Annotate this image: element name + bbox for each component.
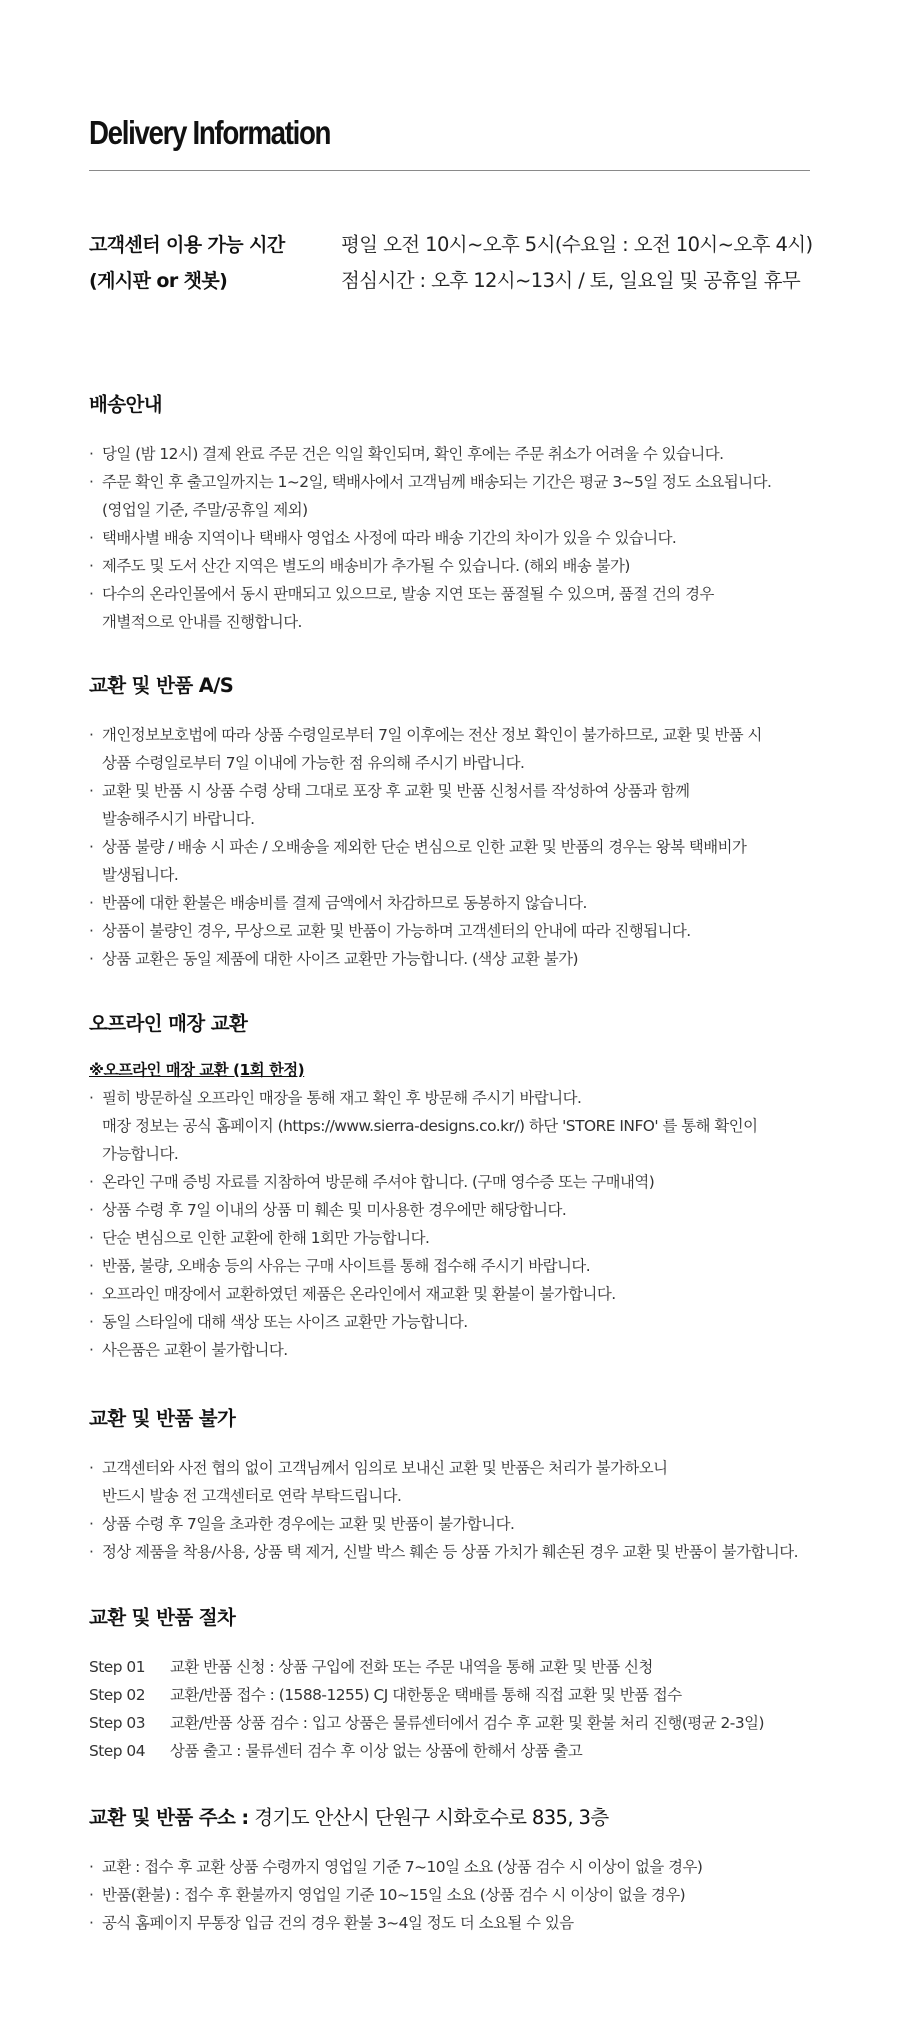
list-item: · 정상 제품을 착용/사용, 상품 택 제거, 신발 박스 훼손 등 상품 가치가 훼손된 경우 교환 및 반품이 불가합니다. — [89, 1538, 829, 1566]
step-text: 교환/반품 접수 : (1588-1255) CJ 대한통운 택배를 통해 직접 교환 및 반품 접수 — [170, 1686, 682, 1704]
return-address-value: 경기도 안산시 단원구 시화호수로 835, 3층 — [248, 1806, 609, 1829]
procedure-section — [89, 1602, 829, 1765]
step-number: Step 01 — [89, 1658, 146, 1676]
step-text: 상품 출고 : 물류센터 검수 후 이상 없는 상품에 한해서 상품 출고 — [170, 1742, 583, 1760]
delivery-list — [89, 440, 829, 636]
hours-label-line2: (게시판 or 챗봇) — [89, 269, 228, 292]
step-number: Step 02 — [89, 1686, 146, 1704]
procedure-heading: 교환 및 반품 절차 — [89, 1606, 236, 1629]
hours-value-line2: 점심시간 : 오후 12시~13시 / 토, 일요일 및 공휴일 휴무 — [341, 269, 801, 292]
procedure-step — [89, 1681, 829, 1709]
exchange-as-heading: 교환 및 반품 A/S — [89, 674, 234, 697]
list-item: · 상품 수령 후 7일을 초과한 경우에는 교환 및 반품이 불가합니다. — [89, 1510, 829, 1538]
offline-note: ※오프라인 매장 교환 (1회 한정) — [89, 1061, 305, 1079]
list-item: · 교환 : 접수 후 교환 상품 수령까지 영업일 기준 7~10일 소요 (상품 검수 시 이상이 없을 경우) — [89, 1853, 829, 1881]
list-item: · 단순 변심으로 인한 교환에 한해 1회만 가능합니다. — [89, 1224, 829, 1252]
hours-value-line1: 평일 오전 10시~오후 5시(수요일 : 오전 10시~오후 4시) — [341, 233, 813, 256]
return-address-label: 교환 및 반품 주소 : — [89, 1806, 249, 1829]
hours-row-1 — [89, 225, 829, 261]
list-item: · 교환 및 반품 시 상품 수령 상태 그대로 포장 후 교환 및 반품 신청서를 작성하여 상품과 함께 발송해주시기 바랍니다. — [89, 777, 829, 833]
title-divider — [89, 170, 810, 171]
hours-row-2 — [89, 261, 829, 297]
offline-exchange-section — [89, 1008, 829, 1364]
list-item: · 온라인 구매 증빙 자료를 지참하여 방문해 주셔야 합니다. (구매 영수증 또는 구매내역) — [89, 1168, 829, 1196]
exchange-as-section — [89, 670, 829, 973]
list-item: · 다수의 온라인몰에서 동시 판매되고 있으므로, 발송 지연 또는 품절될 수 있으며, 품절 건의 경우 개별적으로 안내를 진행합니다. — [89, 580, 829, 636]
list-item: · 상품이 불량인 경우, 무상으로 교환 및 반품이 가능하며 고객센터의 안내에 따라 진행됩니다. — [89, 917, 829, 945]
page-title: Delivery Information — [89, 114, 331, 151]
list-item: · 택배사별 배송 지역이나 택배사 영업소 사정에 따라 배송 기간의 차이가 있을 수 있습니다. — [89, 524, 829, 552]
procedure-step — [89, 1737, 829, 1765]
list-item: · 상품 불량 / 배송 시 파손 / 오배송을 제외한 단순 변심으로 인한 교환 및 반품의 경우는 왕복 택배비가 발생됩니다. — [89, 833, 829, 889]
return-address-section — [89, 1802, 829, 1937]
step-text: 교환 반품 신청 : 상품 구입에 전화 또는 주문 내역을 통해 교환 및 반품 신청 — [170, 1658, 653, 1676]
offline-heading: 오프라인 매장 교환 — [89, 1012, 248, 1035]
step-text: 교환/반품 상품 검수 : 입고 상품은 물류센터에서 검수 후 교환 및 환불 처리 진행(평균 2-3일) — [170, 1714, 764, 1732]
list-item: · 필히 방문하실 오프라인 매장을 통해 재고 확인 후 방문해 주시기 바랍니다. 매장 정보는 공식 홈페이지 (https://www.sierra-designs.co.kr/) 하단 'STORE INFO' 를 통해 확인이 가능합니다. — [89, 1084, 829, 1168]
customer-center-hours — [89, 225, 829, 297]
procedure-steps — [89, 1653, 829, 1765]
list-item: · 동일 스타일에 대해 색상 또는 사이즈 교환만 가능합니다. — [89, 1308, 829, 1336]
not-allowed-list — [89, 1454, 829, 1566]
return-address-list — [89, 1853, 829, 1937]
list-item: · 상품 교환은 동일 제품에 대한 사이즈 교환만 가능합니다. (색상 교환 불가) — [89, 945, 829, 973]
not-allowed-heading: 교환 및 반품 불가 — [89, 1407, 236, 1430]
list-item: · 제주도 및 도서 산간 지역은 별도의 배송비가 추가될 수 있습니다. (해외 배송 불가) — [89, 552, 829, 580]
list-item: · 반품(환불) : 접수 후 환불까지 영업일 기준 10~15일 소요 (상품 검수 시 이상이 없을 경우) — [89, 1881, 829, 1909]
exchange-as-list — [89, 721, 829, 973]
list-item: · 사은품은 교환이 불가합니다. — [89, 1336, 829, 1364]
hours-label-line1: 고객센터 이용 가능 시간 — [89, 233, 285, 256]
offline-list — [89, 1084, 829, 1364]
not-allowed-section — [89, 1403, 829, 1566]
delivery-heading: 배송안내 — [89, 393, 162, 416]
procedure-step — [89, 1653, 829, 1681]
step-number: Step 04 — [89, 1742, 146, 1760]
list-item: · 공식 홈페이지 무통장 입금 건의 경우 환불 3~4일 정도 더 소요될 수 있음 — [89, 1909, 829, 1937]
list-item: · 상품 수령 후 7일 이내의 상품 미 훼손 및 미사용한 경우에만 해당합니다. — [89, 1196, 829, 1224]
list-item: · 반품에 대한 환불은 배송비를 결제 금액에서 차감하므로 동봉하지 않습니다. — [89, 889, 829, 917]
list-item: · 주문 확인 후 출고일까지는 1~2일, 택배사에서 고객님께 배송되는 기간은 평균 3~5일 정도 소요됩니다. (영업일 기준, 주말/공휴일 제외) — [89, 468, 829, 524]
list-item: · 개인정보보호법에 따라 상품 수령일로부터 7일 이후에는 전산 정보 확인이 불가하므로, 교환 및 반품 시 상품 수령일로부터 7일 이내에 가능한 점 유의해 주시기 바랍니다. — [89, 721, 829, 777]
list-item: · 고객센터와 사전 협의 없이 고객님께서 임의로 보내신 교환 및 반품은 처리가 불가하오니 반드시 발송 전 고객센터로 연락 부탁드립니다. — [89, 1454, 829, 1510]
list-item: · 당일 (밤 12시) 결제 완료 주문 건은 익일 확인되며, 확인 후에는 주문 취소가 어려울 수 있습니다. — [89, 440, 829, 468]
procedure-step — [89, 1709, 829, 1737]
step-number: Step 03 — [89, 1714, 146, 1732]
return-address-heading — [89, 1802, 829, 1830]
delivery-section — [89, 389, 829, 636]
list-item: · 반품, 불량, 오배송 등의 사유는 구매 사이트를 통해 접수해 주시기 바랍니다. — [89, 1252, 829, 1280]
list-item: · 오프라인 매장에서 교환하였던 제품은 온라인에서 재교환 및 환불이 불가합니다. — [89, 1280, 829, 1308]
